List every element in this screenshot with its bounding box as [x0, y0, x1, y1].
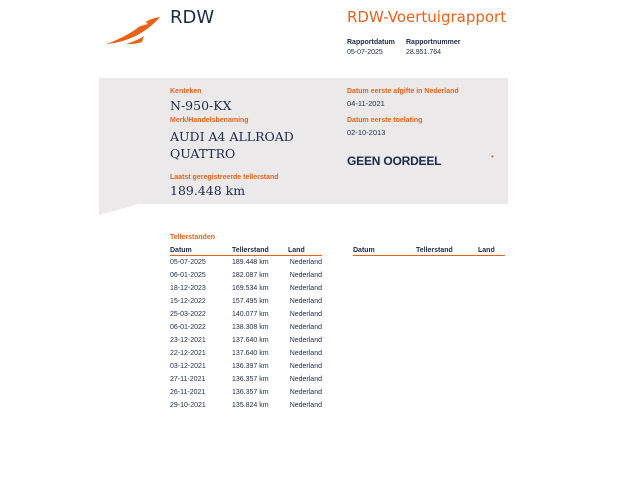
table-row: [170, 334, 322, 347]
column-header-date: Datum: [170, 245, 232, 256]
rdw-logo-icon: [104, 14, 162, 46]
reading-date: 27-11-2021: [170, 376, 206, 383]
reading-country: Nederland: [289, 311, 322, 318]
odometer-label: Laatst geregistreerde tellerstand: [170, 174, 279, 181]
verdict-marker-icon: •: [491, 152, 494, 161]
report-number-label: Rapportnummer: [406, 39, 461, 46]
make-value-line2: QUATTRO: [170, 146, 236, 161]
report-number-value: 28.951.764: [406, 49, 442, 56]
reading-country: Nederland: [289, 298, 322, 305]
odometer-value: 189.448 km: [170, 183, 246, 198]
reading-odometer: 137.640 km: [232, 350, 269, 357]
reading-country: Nederland: [289, 324, 322, 331]
column-header-country: Land: [288, 245, 322, 256]
readings-table-right: [353, 245, 505, 256]
reading-odometer: 136.357 km: [232, 389, 269, 396]
reading-country: Nederland: [289, 259, 322, 266]
reading-odometer: 169.534 km: [232, 285, 269, 292]
report-title: RDW-Voertuigrapport: [347, 8, 507, 26]
reading-odometer: 140.077 km: [232, 311, 269, 318]
reading-odometer: 189.448 km: [232, 259, 269, 266]
reading-date: 22-12-2021: [170, 350, 206, 357]
reading-country: Nederland: [289, 285, 322, 292]
reading-date: 03-12-2021: [170, 363, 206, 370]
reading-date: 15-12-2022: [170, 298, 206, 305]
reading-odometer: 157.495 km: [232, 298, 269, 305]
first-admission-label: Datum eerste toelating: [347, 117, 423, 124]
reading-date: 06-01-2022: [170, 324, 206, 331]
first-nl-value: 04-11-2021: [347, 99, 385, 108]
table-row: [170, 399, 322, 412]
reading-odometer: 136.397 km: [232, 363, 269, 370]
reading-odometer: 182.087 km: [232, 272, 269, 279]
report-date-block: [347, 38, 395, 58]
table-row: [170, 295, 322, 308]
vehicle-summary-panel: [99, 78, 508, 204]
column-header-date: Datum: [353, 245, 416, 256]
reading-date: 06-01-2025: [170, 272, 206, 279]
table-row: [170, 347, 322, 360]
report-date-label: Rapportdatum: [347, 39, 395, 46]
reading-country: Nederland: [289, 402, 322, 409]
table-row: [170, 308, 322, 321]
readings-table-left: [170, 245, 322, 412]
first-admission-value: 02-10-2013: [347, 128, 386, 137]
reading-date: 23-12-2021: [170, 337, 206, 344]
reading-date: 29-10-2021: [170, 402, 206, 409]
table-header-row: [353, 245, 505, 256]
table-row: [170, 386, 322, 399]
reading-odometer: 136.357 km: [232, 376, 269, 383]
panel-notch: [99, 204, 139, 215]
reading-odometer: 137.640 km: [232, 337, 269, 344]
reading-country: Nederland: [289, 272, 322, 279]
reading-odometer: 138.308 km: [232, 324, 269, 331]
report-number-block: [406, 38, 460, 58]
column-header-odometer: Tellerstand: [416, 245, 478, 256]
reading-country: Nederland: [289, 376, 322, 383]
reading-country: Nederland: [289, 389, 322, 396]
reading-date: 25-03-2022: [170, 311, 206, 318]
brand-name: RDW: [170, 7, 215, 28]
reading-date: 26-11-2021: [170, 389, 206, 396]
reading-date: 05-07-2025: [170, 259, 206, 266]
table-row: [170, 282, 322, 295]
table-row: [170, 269, 322, 282]
table-header-row: [170, 245, 322, 256]
table-row: [170, 321, 322, 334]
table-row: [170, 256, 322, 270]
verdict-text: GEEN OORDEEL: [347, 154, 442, 168]
report-date-value: 05-07-2025: [347, 49, 383, 56]
column-header-odometer: Tellerstand: [232, 245, 288, 256]
column-header-country: Land: [478, 245, 505, 256]
make-label: Merk/Handelsbenaming: [170, 117, 249, 124]
plate-value: N-950-KX: [170, 98, 232, 113]
reading-country: Nederland: [289, 350, 322, 357]
reading-odometer: 135.824 km: [232, 402, 269, 409]
make-value-line1: AUDI A4 ALLROAD: [170, 129, 294, 144]
reading-country: Nederland: [289, 337, 322, 344]
plate-label: Kenteken: [170, 88, 202, 95]
reading-date: 18-12-2023: [170, 285, 206, 292]
table-row: [170, 360, 322, 373]
table-row: [170, 373, 322, 386]
first-nl-label: Datum eerste afgifte in Nederland: [347, 88, 459, 95]
readings-section-title: Tellerstanden: [170, 234, 215, 241]
reading-country: Nederland: [289, 363, 322, 370]
